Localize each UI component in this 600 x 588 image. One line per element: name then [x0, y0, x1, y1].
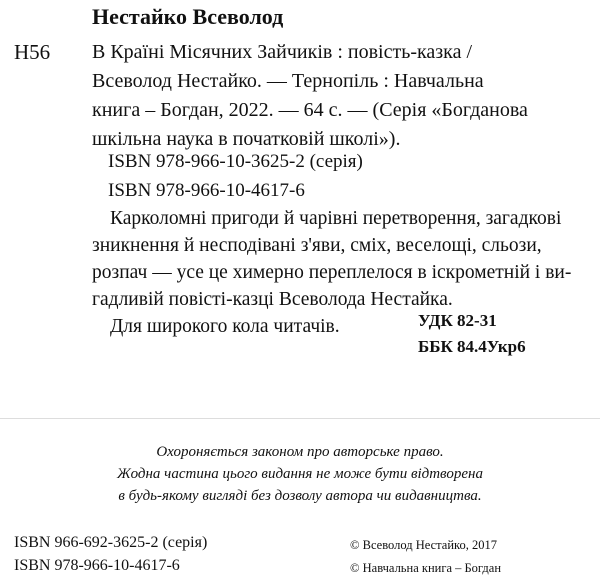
- isbn-book: ISBN 978-966-10-4617-6: [108, 180, 305, 201]
- isbn-series: ISBN 978-966-10-3625-2 (серія): [108, 151, 363, 172]
- annotation-line: зникнення й несподівані з'яви, сміх, веселощі, сльози,: [92, 235, 542, 256]
- notice-line: Охороняється законом про авторське право.: [156, 444, 444, 460]
- notice-line: Жодна частина цього видання не може бути відтворена: [117, 466, 483, 482]
- annotation-line: розпач — усе це химерно переплелося в іскрометній і ви-: [92, 262, 572, 283]
- udk-index: УДК 82-31: [418, 311, 497, 330]
- author-heading: Нестайко Всеволод: [92, 4, 284, 29]
- footer-isbn-series: ISBN 966-692-3625-2 (серія): [14, 534, 208, 551]
- bbk-index: ББК 84.4Укр6: [418, 337, 526, 356]
- copyright-author: © Всеволод Нестайко, 2017: [350, 538, 497, 552]
- bibliographic-description: [92, 38, 592, 154]
- divider: [0, 418, 600, 419]
- footer-isbn-book: ISBN 978-966-10-4617-6: [14, 557, 180, 574]
- description-line: Всеволод Нестайко. — Тернопіль : Навчальна: [92, 70, 484, 92]
- description-line: шкільна наука в початковій школі»).: [92, 128, 401, 150]
- classification-code: Н56: [14, 40, 51, 64]
- audience-note: Для широкого кола читачів.: [110, 316, 340, 337]
- description-line: В Країні Місячних Зайчиків : повість-казка /: [92, 41, 473, 63]
- annotation-line: Карколомні пригоди й чарівні перетворення, загадкові: [110, 208, 562, 229]
- description-line: книга – Богдан, 2022. — 64 с. — (Серія «Богданова: [92, 99, 528, 121]
- classification-indices: [418, 308, 526, 360]
- notice-line: в будь-якому вигляді без дозволу автора чи видавництва.: [118, 488, 482, 504]
- annotation-line: гадливій повісті-казці Всеволода Нестайка.: [92, 289, 453, 310]
- copyright-publisher: © Навчальна книга – Богдан: [350, 561, 502, 575]
- copyright-notice: [0, 441, 600, 507]
